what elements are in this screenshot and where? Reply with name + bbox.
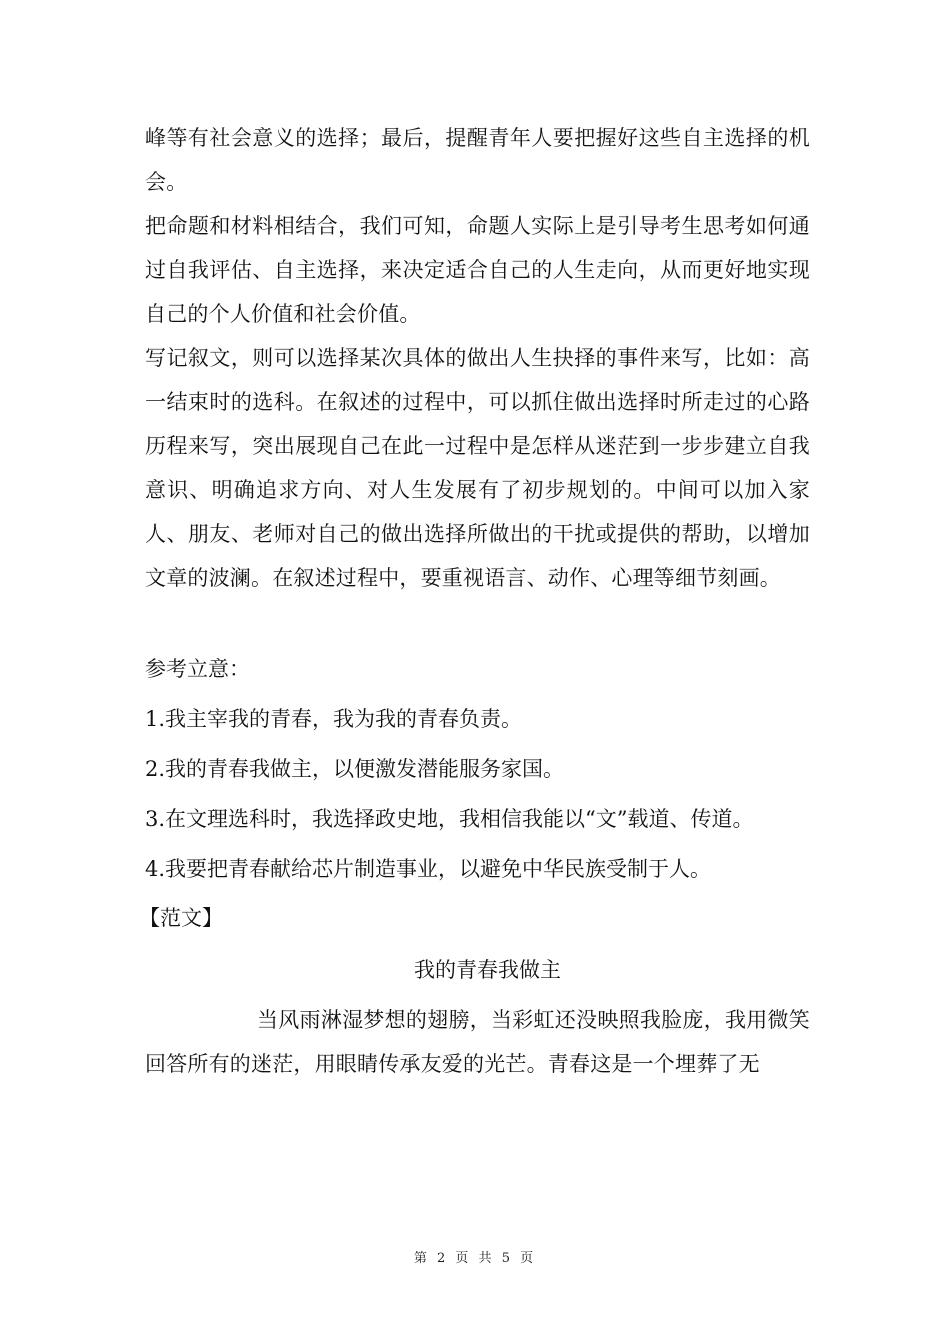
idea-item-3: 3.在文理选科时，我选择政史地，我相信我能以“文”载道、传道。 — [145, 807, 754, 831]
idea-item-2: 2.我的青春我做主，以便激发潜能服务家国。 — [145, 757, 565, 781]
essay-paragraph: 当风雨淋湿梦想的翅膀，当彩虹还没映照我脸庞，我用微笑回答所有的迷茫，用眼睛传承友爱的光芒。青春这是一个埋葬了无 — [145, 1008, 810, 1076]
essay-title: 我的青春我做主 — [414, 958, 561, 982]
idea-item-4: 4.我要把青春献给芯片制造事业，以避免中华民族受制于人。 — [145, 857, 712, 881]
paragraph-1: 峰等有社会意义的选择；最后，提醒青年人要把握好这些自主选择的机会。 — [145, 126, 810, 194]
paragraph-2: 把命题和材料相结合，我们可知，命题人实际上是引导考生思考如何通过自我评估、自主选择，来决定适合自己的人生走向，从而更好地实现自己的个人价值和社会价值。 — [145, 214, 810, 326]
paragraph-3: 写记叙文，则可以选择某次具体的做出人生抉择的事件来写，比如：高一结束时的选科。在叙述的过程中，可以抓住做出选择时所走过的心路历程来写，突出展现自己在此一过程中是怎样从迷茫到一步步建立自我意识、明确追求方向、对人生发展有了初步规划的。中间可以加入家人、朋友、老师对自己的做出选择所做出的干扰或提供的帮助，以增加文章的波澜。在叙述过程中，要重视语言、动作、心理等细节刻画。 — [145, 346, 810, 590]
model-essay-label: 【范文】 — [139, 906, 223, 930]
idea-item-1: 1.我主宰我的青春，我为我的青春负责。 — [145, 707, 523, 731]
blank-line — [145, 600, 810, 644]
page-number-footer: 第 2 页 共 5 页 — [413, 1251, 537, 1266]
document-body — [139, 116, 810, 1086]
ideas-heading: 参考立意： — [145, 657, 250, 681]
